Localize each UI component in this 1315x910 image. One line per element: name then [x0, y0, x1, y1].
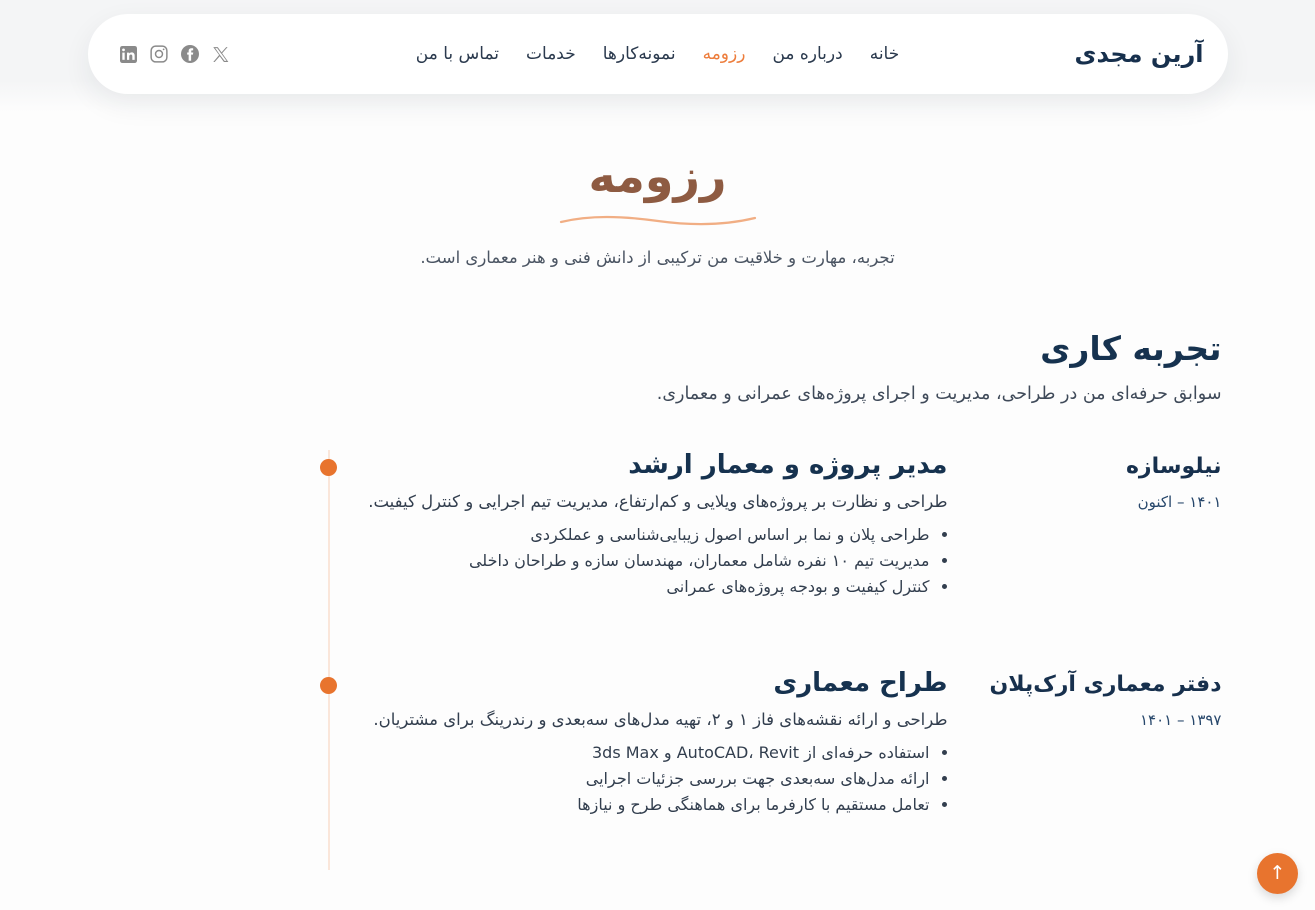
- nav-item-about[interactable]: درباره من: [772, 44, 843, 64]
- instagram-icon[interactable]: [150, 45, 168, 63]
- experience-timeline: [94, 450, 1222, 870]
- main-navigation: [327, 44, 989, 64]
- job-title: طراح معماری: [773, 668, 948, 699]
- job-bullet-list: [362, 743, 930, 814]
- nav-item-services[interactable]: خدمات: [526, 44, 576, 64]
- wavy-underline-decoration: [558, 212, 758, 228]
- social-links: [112, 45, 327, 63]
- section-subtitle: سوابق حرفه‌ای من در طراحی، مدیریت و اجرای پروژه‌های عمرانی و معماری.: [656, 384, 1222, 405]
- job-description: طراحی و نظارت بر پروژه‌های ویلایی و کم‌ارتفاع، مدیریت تیم اجرایی و کنترل کیفیت.: [368, 492, 948, 512]
- arrow-up-icon: ↑: [1269, 862, 1286, 884]
- job-bullet-list: [362, 525, 930, 596]
- timeline-dot: [320, 677, 337, 694]
- bullet-item: • استفاده حرفه‌ای از AutoCAD، Revit و 3ds Max: [362, 743, 930, 762]
- job-description: طراحی و ارائه نقشه‌های فاز ۱ و ۲، تهیه مدل‌های سه‌بعدی و رندرینگ برای مشتریان.: [373, 710, 948, 730]
- nav-item-resume[interactable]: رزومه: [702, 44, 746, 64]
- company-name: نیلوسازه: [1125, 454, 1222, 480]
- linkedin-icon[interactable]: [120, 46, 137, 63]
- navbar: [88, 14, 1228, 94]
- nav-item-home[interactable]: خانه: [869, 44, 900, 64]
- employment-period: ۱۴۰۱ – اکنون: [1137, 493, 1222, 512]
- bullet-item: • تعامل مستقیم با کارفرما برای هماهنگی طرح و نیازها: [362, 795, 930, 814]
- employment-period: ۱۳۹۷ – ۱۴۰۱: [1139, 711, 1222, 730]
- hero-section: [0, 149, 1315, 267]
- experience-entry: [94, 668, 1222, 814]
- scroll-to-top-button[interactable]: [1257, 853, 1298, 894]
- bullet-item: • ارائه مدل‌های سه‌بعدی جهت بررسی جزئیات اجرایی: [362, 769, 930, 788]
- main-content: [0, 149, 1315, 870]
- nav-item-portfolio[interactable]: نمونه‌کارها: [602, 44, 676, 64]
- nav-item-contact[interactable]: تماس با من: [415, 44, 500, 64]
- experience-entry: [94, 450, 1222, 596]
- entry-details: [362, 450, 948, 596]
- facebook-icon[interactable]: [181, 45, 199, 63]
- timeline-dot: [320, 459, 337, 476]
- page-title: رزومه: [588, 149, 727, 203]
- experience-section: [94, 329, 1222, 870]
- brand-logo[interactable]: آرین مجدی: [1074, 40, 1204, 68]
- company-name: دفتر معماری آرک‌پلان: [989, 672, 1222, 698]
- bullet-item: • طراحی پلان و نما بر اساس اصول زیبایی‌شناسی و عملکردی: [362, 525, 930, 544]
- entry-meta: [948, 668, 1222, 814]
- entry-details: [362, 668, 948, 814]
- page-subtitle: تجربه، مهارت و خلاقیت من ترکیبی از دانش فنی و هنر معماری است.: [420, 248, 895, 268]
- entry-meta: [948, 450, 1222, 596]
- section-title: تجربه کاری: [1040, 329, 1222, 369]
- bullet-item: • کنترل کیفیت و بودجه پروژه‌های عمرانی: [362, 577, 930, 596]
- x-icon[interactable]: [212, 46, 229, 63]
- job-title: مدیر پروژه و معمار ارشد: [628, 450, 948, 481]
- bullet-item: • مدیریت تیم ۱۰ نفره شامل معماران، مهندسان سازه و طراحان داخلی: [362, 551, 930, 570]
